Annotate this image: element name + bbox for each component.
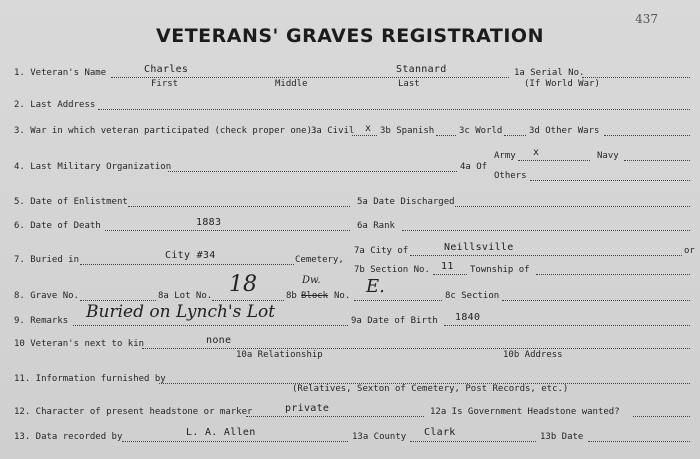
county-value: Clark [424,427,456,438]
civil-label: 3a Civil [311,126,355,136]
date-of-death-line [105,230,350,231]
of-label: 4a Of [460,162,488,172]
enlistment-line [128,206,350,207]
army-label: Army [494,151,516,161]
military-org-label: 4. Last Military Organization [14,162,172,172]
headstone-label: 12. Character of present headstone or marker [14,407,253,417]
serial-no-line [582,77,690,78]
recorded-by-line [122,441,348,442]
lot-no-value: 18 [229,272,257,297]
recorded-by-value: L. A. Allen [186,427,256,438]
last-name-value: Stannard [396,64,447,75]
discharged-line [455,206,690,207]
buried-in-line [80,264,294,265]
spanish-label: 3b Spanish [380,126,435,136]
other-wars-label: 3d Other Wars [529,126,600,136]
info-furnished-label: 11. Information furnished by [14,374,166,384]
block-no-value: E. [366,276,385,297]
war-label: 3. War in which veteran participated (check proper one): [14,126,318,136]
date-of-birth-value: 1840 [455,312,481,323]
first-name-value: Charles [144,64,189,75]
dw-value: Dw. [302,275,321,286]
others-label: Others [494,171,527,181]
serial-no-label: 1a Serial No. [514,68,585,78]
last-address-line [98,109,690,110]
block-label-suffix: No. [334,291,351,301]
civil-check-mark: x [365,123,372,134]
navy-label: Navy [597,151,619,161]
city-of-label: 7a City of [354,246,409,256]
buried-in-value: City #34 [165,250,216,261]
navy-line [624,160,690,161]
enlistment-label: 5. Date of Enlistment [14,197,128,207]
cemetery-label: Cemetery, [295,255,344,265]
section-no-label: 7b Section No. [354,265,430,275]
last-sublabel: Last [398,79,420,89]
block-label-prefix: 8b [286,291,297,301]
info-furnished-sublabel: (Relatives, Sexton of Cemetery, Post Records, etc.) [292,384,569,394]
rank-label: 6a Rank [357,221,395,231]
relationship-sublabel: 10a Relationship [236,350,323,360]
army-line [518,160,590,161]
date-of-birth-label: 9a Date of Birth [351,316,438,326]
block-no-line [354,300,442,301]
government-headstone-label: 12a Is Government Headstone wanted? [430,407,620,417]
veteran-name-line [111,77,509,78]
veteran-name-label: 1. Veteran's Name [14,68,107,78]
next-of-kin-line [142,348,690,349]
civil-line [352,135,377,136]
middle-sublabel: Middle [275,79,308,89]
headstone-value: private [285,403,330,414]
or-label: or [684,246,695,256]
remarks-value: Buried on Lynch's Lot [86,302,276,322]
date-of-death-value: 1883 [196,217,222,228]
others-line [530,180,690,181]
date-label: 13b Date [540,432,584,442]
next-of-kin-value: none [206,335,232,346]
military-org-line [168,171,457,172]
grave-no-label: 8. Grave No. [14,291,80,301]
serial-no-sublabel: (If World War) [524,79,600,89]
address-sublabel: 10b Address [503,350,563,360]
lot-no-label: 8a Lot No. [158,291,213,301]
government-headstone-line [633,416,690,417]
first-sublabel: First [151,79,179,89]
remarks-label: 9. Remarks [14,316,69,326]
city-value: Neillsville [444,242,514,253]
block-label-struck: Block [301,291,329,301]
page-number: 437 [635,12,658,26]
world-line [504,135,526,136]
county-label: 13a County [352,432,407,442]
next-of-kin-label: 10 Veteran's next to kin [14,339,145,349]
section-no-value: 11 [441,261,454,272]
grave-no-line [80,300,156,301]
spanish-line [436,135,456,136]
section-label: 8c Section [445,291,500,301]
form-title: VETERANS' GRAVES REGISTRATION [156,25,544,47]
buried-in-label: 7. Buried in [14,255,80,265]
date-of-death-label: 6. Date of Death [14,221,101,231]
rank-line [402,230,690,231]
discharged-label: 5a Date Discharged [357,197,455,207]
last-address-label: 2. Last Address [14,100,96,110]
section-line [502,300,690,301]
recorded-by-label: 13. Data recorded by [14,432,123,442]
remarks-line [73,325,348,326]
lot-no-line [212,300,284,301]
date-of-birth-line [444,325,690,326]
township-label: Township of [470,265,530,275]
army-check-mark: x [533,147,540,158]
headstone-line [246,416,424,417]
county-line [410,441,536,442]
section-no-line [433,274,467,275]
other-wars-line [604,135,690,136]
world-label: 3c World [459,126,503,136]
date-line [588,441,690,442]
city-of-line [410,255,682,256]
township-line [536,274,690,275]
